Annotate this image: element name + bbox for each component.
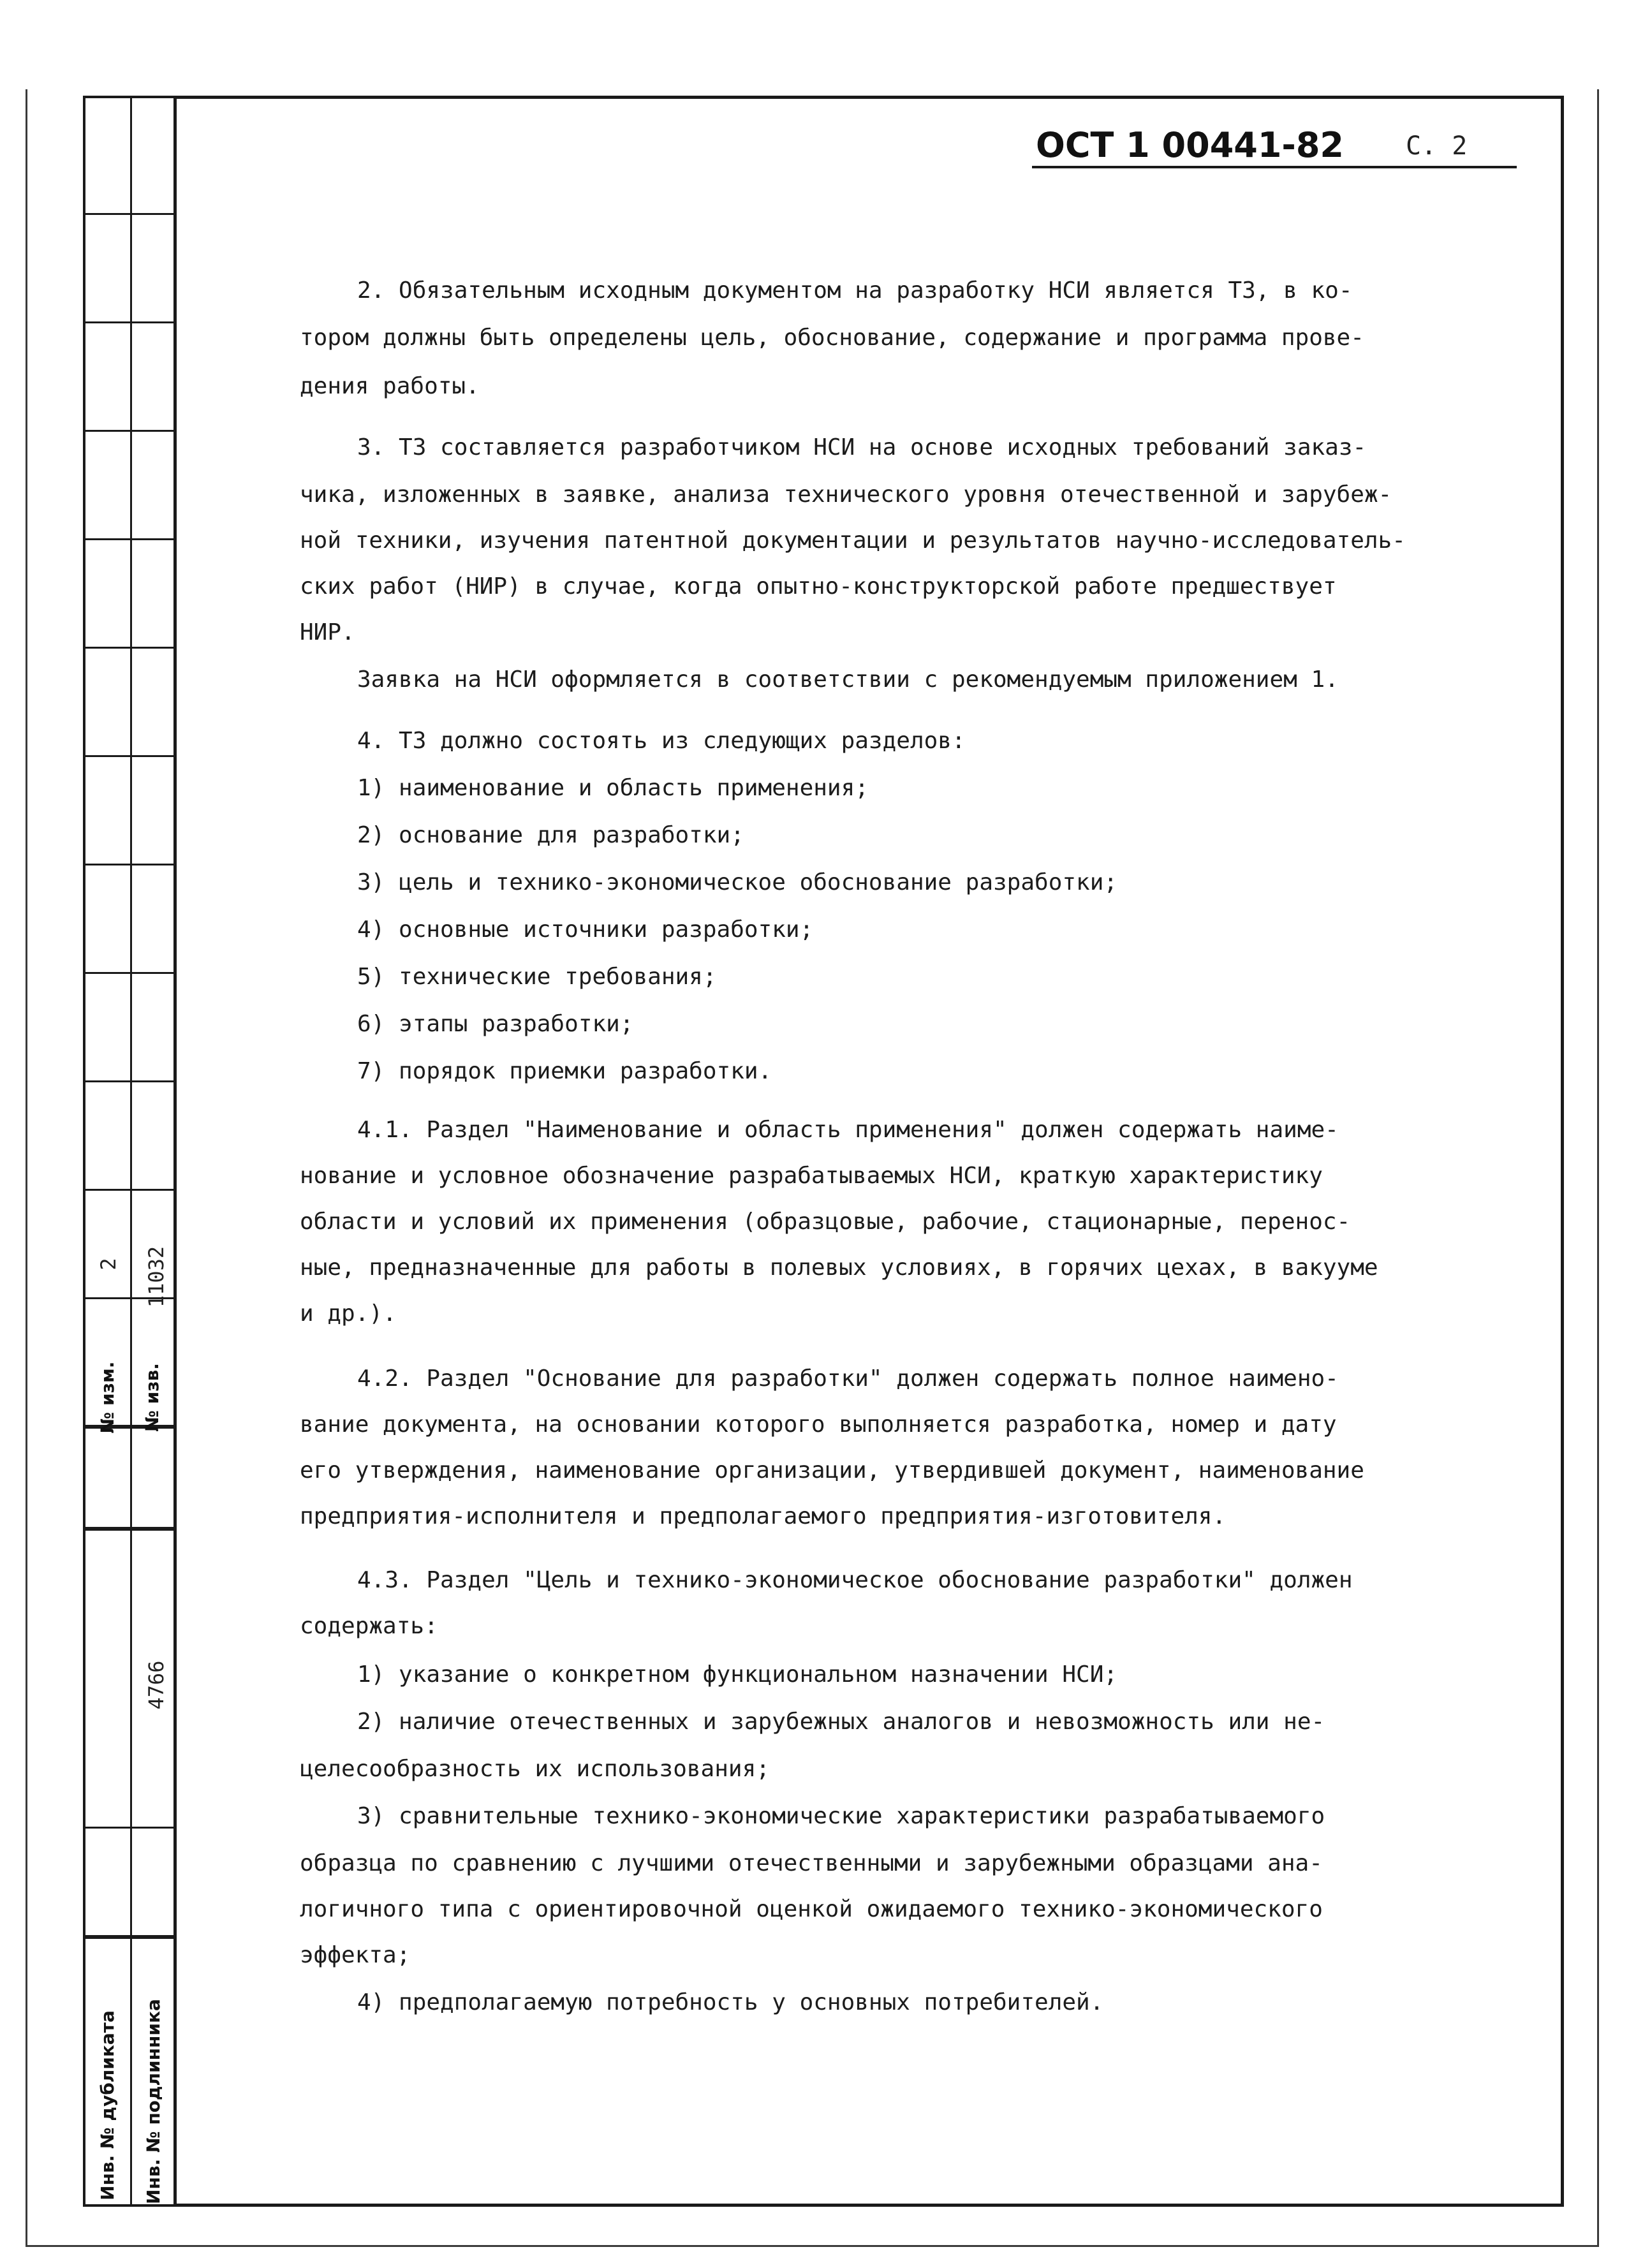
list-item: 4) предполагаемую потребность у основных потребителей. bbox=[357, 1989, 1104, 2015]
list-item: 2) основание для разработки; bbox=[357, 822, 744, 848]
document-code: ОСТ 1 00441-82 bbox=[1036, 125, 1344, 165]
text-line: 3. ТЗ составляется разработчиком НСИ на основе исходных требований заказ- bbox=[357, 434, 1367, 460]
list-item: 1) указание о конкретном функциональном назначении НСИ; bbox=[357, 1661, 1118, 1688]
strip-rule bbox=[85, 647, 173, 649]
text-line: 4.3. Раздел "Цель и технико-экономическое обоснование разработки" должен bbox=[357, 1567, 1353, 1593]
text-line: целесообразность их использования; bbox=[300, 1756, 770, 1782]
text-line: 2. Обязательным исходным документом на разработку НСИ является ТЗ, в ко- bbox=[357, 277, 1353, 304]
list-item: 1) наименование и область применения; bbox=[357, 775, 869, 801]
page-edge-right bbox=[1597, 89, 1599, 2245]
strip-rule bbox=[85, 430, 173, 432]
list-item: 7) порядок приемки разработки. bbox=[357, 1058, 772, 1084]
side-stamp-strip bbox=[83, 96, 173, 2207]
strip-rule bbox=[85, 864, 173, 865]
strip-rule bbox=[85, 1935, 173, 1939]
text-line: логичного типа с ориентировочной оценкой ожидаемого технико-экономического bbox=[300, 1896, 1323, 1922]
list-item: 5) технические требования; bbox=[357, 964, 717, 990]
text-line: Заявка на НСИ оформляется в соответствии с рекомендуемым приложением 1. bbox=[357, 666, 1339, 693]
notice-label: № изв. bbox=[142, 1363, 163, 1432]
text-line: и др.). bbox=[300, 1300, 397, 1327]
text-line: чика, изложенных в заявке, анализа технического уровня отечественной и зарубеж- bbox=[300, 482, 1392, 508]
text-line: нование и условное обозначение разрабатываемых НСИ, краткую характеристику bbox=[300, 1163, 1323, 1189]
text-line: дения работы. bbox=[300, 373, 480, 399]
strip-rule bbox=[85, 972, 173, 974]
list-item: 4) основные источники разработки; bbox=[357, 917, 814, 943]
list-item: 2) наличие отечественных и зарубежных аналогов и невозможность или не- bbox=[357, 1709, 1325, 1735]
strip-divider bbox=[130, 98, 132, 2204]
text-line: 4. ТЗ должно состоять из следующих разделов: bbox=[357, 728, 966, 754]
revision-value: 2 bbox=[96, 1258, 121, 1270]
header-underline bbox=[1032, 166, 1517, 168]
list-item: 3) цель и технико-экономическое обоснование разработки; bbox=[357, 869, 1118, 895]
strip-rule bbox=[85, 321, 173, 323]
text-line: содержать: bbox=[300, 1613, 438, 1639]
strip-rule bbox=[85, 1827, 173, 1829]
text-line: 4.2. Раздел "Основание для разработки" должен содержать полное наимено- bbox=[357, 1366, 1339, 1392]
page-edge-left bbox=[26, 89, 27, 2245]
list-item: 6) этапы разработки; bbox=[357, 1011, 634, 1037]
text-line: вание документа, на основании которого выполняется разработка, номер и дату bbox=[300, 1411, 1337, 1438]
text-line: предприятия-исполнителя и предполагаемого предприятия-изготовителя. bbox=[300, 1503, 1227, 1529]
text-line: 4.1. Раздел "Наименование и область применения" должен содержать наиме- bbox=[357, 1117, 1339, 1143]
text-line: ских работ (НИР) в случае, когда опытно-конструкторской работе предшествует bbox=[300, 573, 1337, 600]
strip-rule bbox=[85, 213, 173, 215]
page-edge-bottom bbox=[26, 2245, 1599, 2247]
original-value: 4766 bbox=[144, 1660, 168, 1710]
strip-rule bbox=[85, 538, 173, 540]
text-line: его утверждения, наименование организации, утвердившей документ, наименование bbox=[300, 1457, 1364, 1484]
revision-label: № изм. bbox=[97, 1361, 118, 1434]
list-item: 3) сравнительные технико-экономические характеристики разрабатываемого bbox=[357, 1803, 1325, 1829]
document-frame bbox=[173, 96, 1564, 2207]
strip-rule bbox=[85, 755, 173, 757]
original-inventory-label: Инв. № подлинника bbox=[143, 1999, 164, 2204]
text-line: тором должны быть определены цель, обоснование, содержание и программа прове- bbox=[300, 325, 1364, 351]
text-line: ные, предназначенные для работы в полевых условиях, в горячих цехах, в вакууме bbox=[300, 1255, 1378, 1281]
text-line: образца по сравнению с лучшими отечественными и зарубежными образцами ана- bbox=[300, 1850, 1323, 1876]
notice-value: 11032 bbox=[144, 1246, 168, 1308]
text-line: НИР. bbox=[300, 619, 355, 645]
duplicate-inventory-label: Инв. № дубликата bbox=[97, 2010, 118, 2200]
strip-rule bbox=[85, 1080, 173, 1082]
strip-rule bbox=[85, 1527, 173, 1531]
text-line: эффекта; bbox=[300, 1942, 411, 1968]
text-line: ной техники, изучения патентной документации и результатов научно-исследователь- bbox=[300, 527, 1406, 554]
text-line: области и условий их применения (образцовые, рабочие, стационарные, перенос- bbox=[300, 1209, 1351, 1235]
strip-rule bbox=[85, 1189, 173, 1191]
page-number: С. 2 bbox=[1406, 131, 1468, 161]
